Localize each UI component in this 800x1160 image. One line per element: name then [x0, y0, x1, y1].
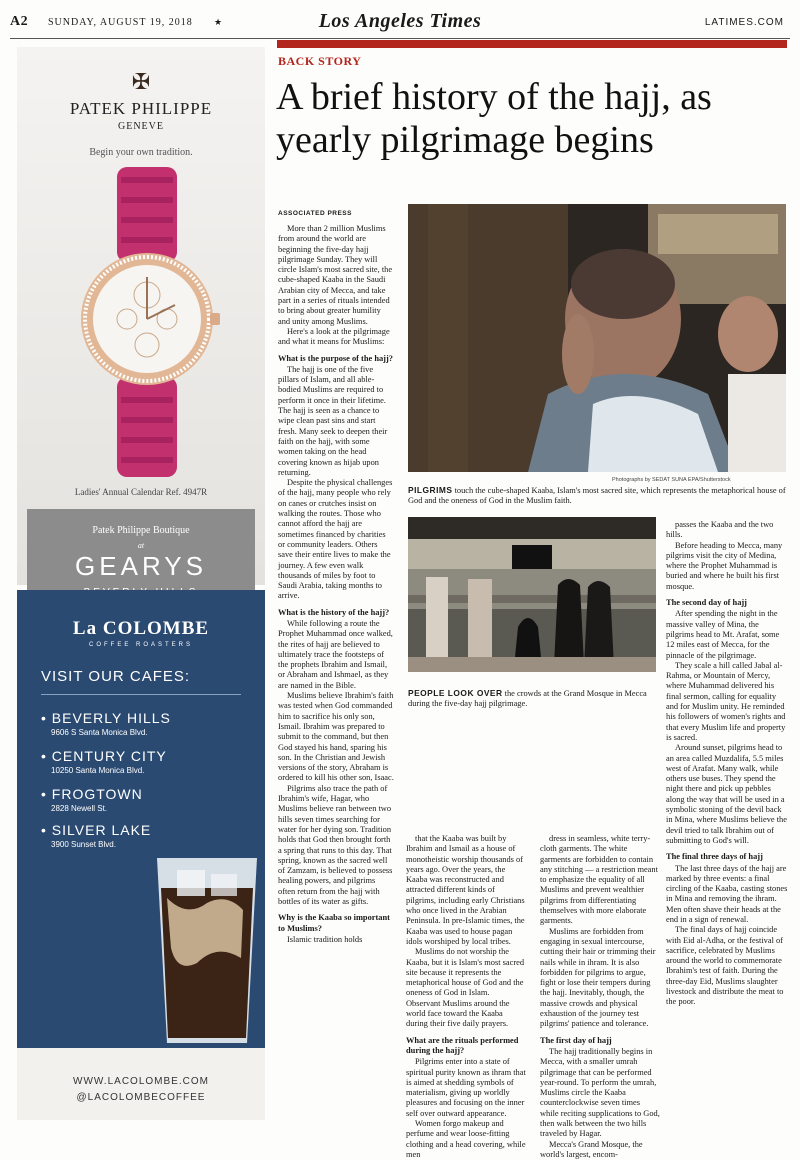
article-paragraph: Despite the physical challenges of the hajj, many people who rely on canes or crutches insist on walking the routes. Those who cannot afford the hajj are sometimes financed by charities or community leaders. Others save their entire lives to make the journey. A few even walk thousands of miles by foot to Saudi Arabia, taking months to arrive.: [278, 478, 393, 601]
article-paragraph: dress in seamless, white terry-cloth garments. The white garments are forbidden to contain any stitching — a restriction meant to emphasize the equality of all Muslims and prevent wealthier pilgrims from differentiating themselves with more elaborate garments.: [540, 834, 658, 926]
patek-philippe-ad[interactable]: [17, 47, 265, 585]
page-number: A2: [10, 14, 29, 29]
article-paragraph: More than 2 million Muslims from around the world are beginning the five-day hajj pilgrimage Sunday. They will circle Islam's most sacred site, the cube-shaped Kaaba in the Saudi Arabian city of Mecca, and take part in a series of rituals intended to bring about greater humility and unity among Muslims.: [278, 224, 393, 326]
article-subhead: The second day of hajj: [666, 598, 747, 608]
photo-caption: [408, 688, 658, 709]
article-column-1: [278, 224, 394, 1119]
masthead: [0, 0, 800, 40]
caption-lead: PILGRIMS: [408, 485, 453, 495]
visit-heading: VISIT OUR CAFES:: [41, 668, 191, 685]
ad-footer: [17, 1048, 265, 1120]
caption-lead: PEOPLE LOOK OVER: [408, 688, 503, 698]
caption-text: touch the cube-shaped Kaaba, Islam's most sacred site, which represents the metaphorical house of God and the oneness of God in the Muslim faith.: [408, 486, 786, 505]
header-rule: [10, 38, 790, 39]
article-paragraph: The last three days of the hajj are marked by three events: a final circling of the Kaaba, casting stones in Mina and removing the ihram. Men often shave their heads at the end in a sign of renewal.: [666, 863, 788, 924]
article-subhead: Why is the Kaaba so important to Muslims?: [278, 913, 390, 933]
article-paragraph: Around sunset, pilgrims head to an area called Muzdalifa, 5.5 miles west of Arafat. Many walk, while others use buses. They spend the night there and pick up pebbles along the way that will be used in a symbolic stoning of the devil back in Mina, where Muslims believe the devil tried to talk Ibrahim out of submitting to God's will.: [666, 743, 787, 845]
website-link[interactable]: LATIMES.COM: [704, 17, 784, 28]
photo-credit: Photographs by SEDAT SUNA EPA/Shutterstock: [612, 477, 731, 483]
cafe-location: [41, 748, 167, 775]
ad-brand: La COLOMBE: [72, 618, 210, 639]
article-paragraph: The hajj traditionally begins in Mecca, with a smaller umrah pilgrimage that can be performed year-round. To perform the umrah, Muslims circle the Kaaba counterclockwise seven times while reciting supplications to God, then walk between the two hills traveled by Hagar.: [540, 1046, 660, 1139]
newspaper-logo: Los Angeles Times: [318, 10, 482, 32]
article-paragraph: Muslims believe Ibrahim's faith was tested when God commanded him to sacrifice his only son, Ismail. Ibrahim was prepared to submit to the command, but then God stayed his hand, sparing his son. In the Christian and Jewish versions of the story, Abraham is ordered to kill his other son, Isaac.: [278, 691, 394, 783]
article-paragraph: Muslims are forbidden from engaging in sexual intercourse, cutting their hair or trimming their nails while in ihram. It is also forbidden for pilgrims to argue, fight or lose their tempers during the hajj. Inevitably, though, the massive crowds and physical exhaustion of the journey test pilgrims' patience and tolerance.: [540, 926, 656, 1029]
divider: [41, 694, 241, 695]
article-column-4: [666, 520, 788, 1119]
cafe-location: [41, 822, 151, 849]
cafe-name: • SILVER LAKE: [41, 822, 152, 838]
article-paragraph: After spending the night in the massive valley of Mina, the pilgrims head to Mt. Arafat, some 12 miles east of Mecca, for the pinnacle of the pilgrimage.: [666, 609, 780, 660]
cafe-address: 9606 S Santa Monica Blvd.: [51, 728, 148, 737]
article-paragraph: that the Kaaba was built by Ibrahim and Ismail as a house of monotheistic worship thousands of years ago. Over the years, the Kaaba was reconstructed and attracted different kinds of pilgrims, including early Christians who once lived in the Arabian Peninsula. In pre-Islamic times, the Kaaba was used to house pagan idols worshiped by local tribes.: [406, 834, 525, 946]
cafe-name: • CENTURY CITY: [41, 748, 167, 764]
grand-mosque-photo: [408, 517, 656, 672]
issue-date: SUNDAY, AUGUST 19, 2018: [48, 17, 193, 28]
ad-brand-city: GENEVE: [118, 121, 164, 132]
article-paragraph: Muslims do not worship the Kaaba, but it is Islam's most sacred site because it represents the metaphorical house of God and the oneness of God in Islam. Observant Muslims around the world face toward the Kaaba during their five daily prayers.: [406, 947, 525, 1029]
ad-tagline: Begin your own tradition.: [89, 147, 193, 158]
cafe-location: [41, 710, 171, 737]
iced-coffee-image: [147, 848, 267, 1048]
ad-brand-sub: COFFEE ROASTERS: [88, 642, 193, 648]
article-subhead: The final three days of hajj: [666, 852, 763, 862]
article-column-2: [406, 834, 526, 1159]
article-paragraph: While following a route the Prophet Muhammad once walked, the rites of hajj are believed to ultimately trace the footsteps of the prophets Ibrahim and Ismail, or Abraham and Ishmael, as they are named in the Bible.: [278, 618, 393, 690]
cafe-address: 2828 Newell St.: [51, 804, 108, 813]
kaaba-pilgrim-photo: [408, 204, 786, 472]
article-subhead: What is the purpose of the hajj?: [278, 353, 393, 363]
cafe-address: 10250 Santa Monica Blvd.: [51, 766, 145, 775]
section-color-bar: [277, 40, 787, 48]
retailer-name: GEARYS: [75, 551, 207, 581]
article-paragraph: Pilgrims enter into a state of spiritual purity known as ihram that is aimed at shedding symbols of materialism, giving up worldly pleasures and focusing on the inner self over outward appearance.: [406, 1057, 526, 1118]
article-paragraph: They scale a hill called Jabal al-Rahma, or Mountain of Mercy, where Muhammad delivered his final sermon, calling for equality and for Muslim unity. He reminded his followers of women's rights and that every Muslim life and property is sacred.: [666, 660, 786, 742]
caption-text: the crowds at the Grand Mosque in Mecca during the five-day hajj pilgrimage.: [408, 689, 647, 708]
article-paragraph: Here's a look at the pilgrimage and what it means for Muslims:: [278, 326, 390, 347]
watch-model: Ladies' Annual Calendar Ref. 4947R: [74, 487, 208, 497]
watch-image: [57, 167, 237, 477]
la-colombe-ad[interactable]: [17, 590, 265, 1120]
article-subhead: What is the history of the hajj?: [278, 607, 390, 617]
article-paragraph: Before heading to Mecca, many pilgrims visit the city of Medina, where the Prophet Muhammad is buried and where he built his first mosque.: [666, 540, 783, 591]
article-paragraph: Mecca's Grand Mosque, the world's largest, encom-: [540, 1139, 643, 1159]
boutique-at: at: [137, 541, 145, 550]
cafe-name: • BEVERLY HILLS: [41, 710, 171, 726]
article-subhead: The first day of hajj: [540, 1035, 612, 1045]
article-paragraph: Women forgo makeup and perfume and wear loose-fitting clothing and a head covering, while men: [406, 1119, 526, 1159]
star-icon: ★: [214, 17, 223, 27]
cafe-location: [41, 786, 143, 813]
article-paragraph: The hajj is one of the five pillars of Islam, and all able-bodied Muslims are required to perform it once in their lifetime. The hajj is seen as a chance to wipe clean past sins and start fresh. Many seek to deepen their faith on the hajj, with some women taking on the head covering known as hijab upon returning.: [278, 364, 388, 477]
ad-brand: PATEK PHILIPPE: [69, 99, 213, 118]
section-kicker: BACK STORY: [278, 54, 362, 68]
article-paragraph: Islamic tradition holds: [287, 934, 363, 944]
article-paragraph: Pilgrims also trace the path of Ibrahim's wife, Hagar, who Muslims believe ran between two hills seven times searching for water for her dying son. Tradition holds that God then brought forth a spring that runs to this day. That spring, known as the sacred well of Zamzam, is believed to possess healing powers, and pilgrims often return from the hajj with bottles of its water as gifts.: [278, 783, 393, 906]
article-paragraph: passes the Kaaba and the two hills.: [666, 520, 774, 540]
calatrava-cross-icon: ✠: [131, 69, 151, 94]
article-column-3: [540, 834, 660, 1159]
article-subhead: What are the rituals performed during the hajj?: [406, 1035, 519, 1055]
cafe-address: 3900 Sunset Blvd.: [51, 840, 116, 849]
ad-website[interactable]: WWW.LACOLOMBE.COM: [73, 1076, 209, 1087]
boutique-line: Patek Philippe Boutique: [92, 525, 190, 536]
cafe-name: • FROGTOWN: [41, 786, 143, 802]
article-paragraph: The final days of hajj coincide with Eid al-Adha, or the festival of sacrifice, celebrated by Muslims around the world to commemorate Ibrahim's test of faith. During the three-day Eid, Muslims slaughter livestock and distribute the meat to the poor.: [666, 925, 784, 1007]
photo-caption: [408, 485, 788, 506]
article-headline: A brief history of the hajj, as yearly pilgrimage begins: [276, 76, 712, 161]
ad-social-handle: @LACOLOMBECOFFEE: [76, 1092, 206, 1103]
article-byline: ASSOCIATED PRESS: [278, 210, 352, 217]
